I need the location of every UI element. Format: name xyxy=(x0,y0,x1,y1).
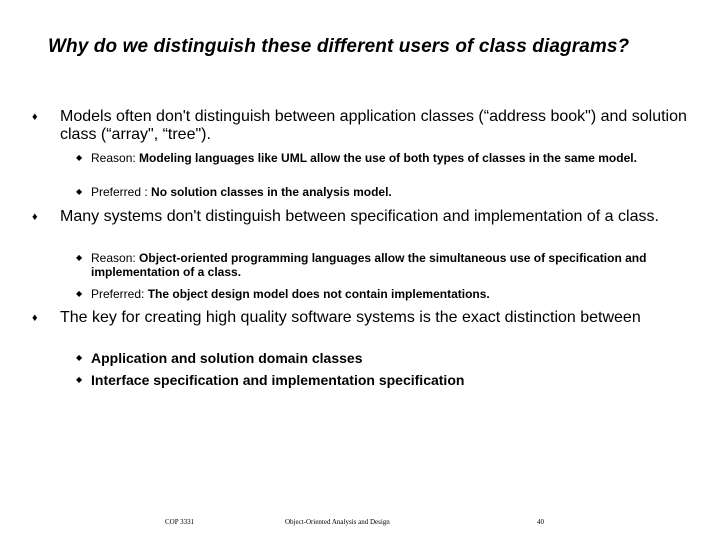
bullet-2-text: Many systems don't distinguish between specification and implementation of a class. xyxy=(60,208,659,225)
footer-course: COP 3331 xyxy=(165,518,195,526)
diamond-bullet-icon: ♦ xyxy=(32,211,38,223)
sub-bullet-icon: ◆ xyxy=(76,187,83,196)
sub-bullet-label: Preferred : xyxy=(91,185,152,199)
sub-bullet-text: No solution classes in the analysis model. xyxy=(151,185,392,199)
sub-bullet-label: Reason: xyxy=(91,251,140,265)
sub-bullet-icon: ◆ xyxy=(76,253,83,262)
bullet-3-text: The key for creating high quality software systems is the exact distinction between xyxy=(60,309,641,326)
page-number: 40 xyxy=(537,518,544,526)
sub-bullet-text: Modeling languages like UML allow the use of both types of classes in the same model. xyxy=(139,151,637,165)
diamond-bullet-icon: ♦ xyxy=(32,111,38,123)
sub-bullet-label: Preferred: xyxy=(91,287,148,301)
footer-title: Object-Oriented Analysis and Design xyxy=(285,518,390,526)
slide-title: Why do we distinguish these different users of class diagrams? xyxy=(48,36,630,57)
sub-bullet-icon: ◆ xyxy=(76,153,83,162)
sub-bullet-text: The object design model does not contain implementations. xyxy=(147,287,490,301)
sub-bullet-label: Reason: xyxy=(91,151,140,165)
sub-bullet-icon: ◆ xyxy=(76,375,83,384)
sub-bullet-text: Interface specification and implementation specification xyxy=(91,372,465,388)
sub-bullet-icon: ◆ xyxy=(76,353,83,362)
sub-bullet-text: Application and solution domain classes xyxy=(91,350,363,366)
sub-bullet-text: Object-oriented programming languages allow the simultaneous use of specification and implementation of a class. xyxy=(91,251,647,279)
bullet-1-text: Models often don't distinguish between application classes (“address book") and solution class (“array", “tree"). xyxy=(60,108,687,143)
sub-bullet-icon: ◆ xyxy=(76,289,83,298)
diamond-bullet-icon: ♦ xyxy=(32,312,38,324)
